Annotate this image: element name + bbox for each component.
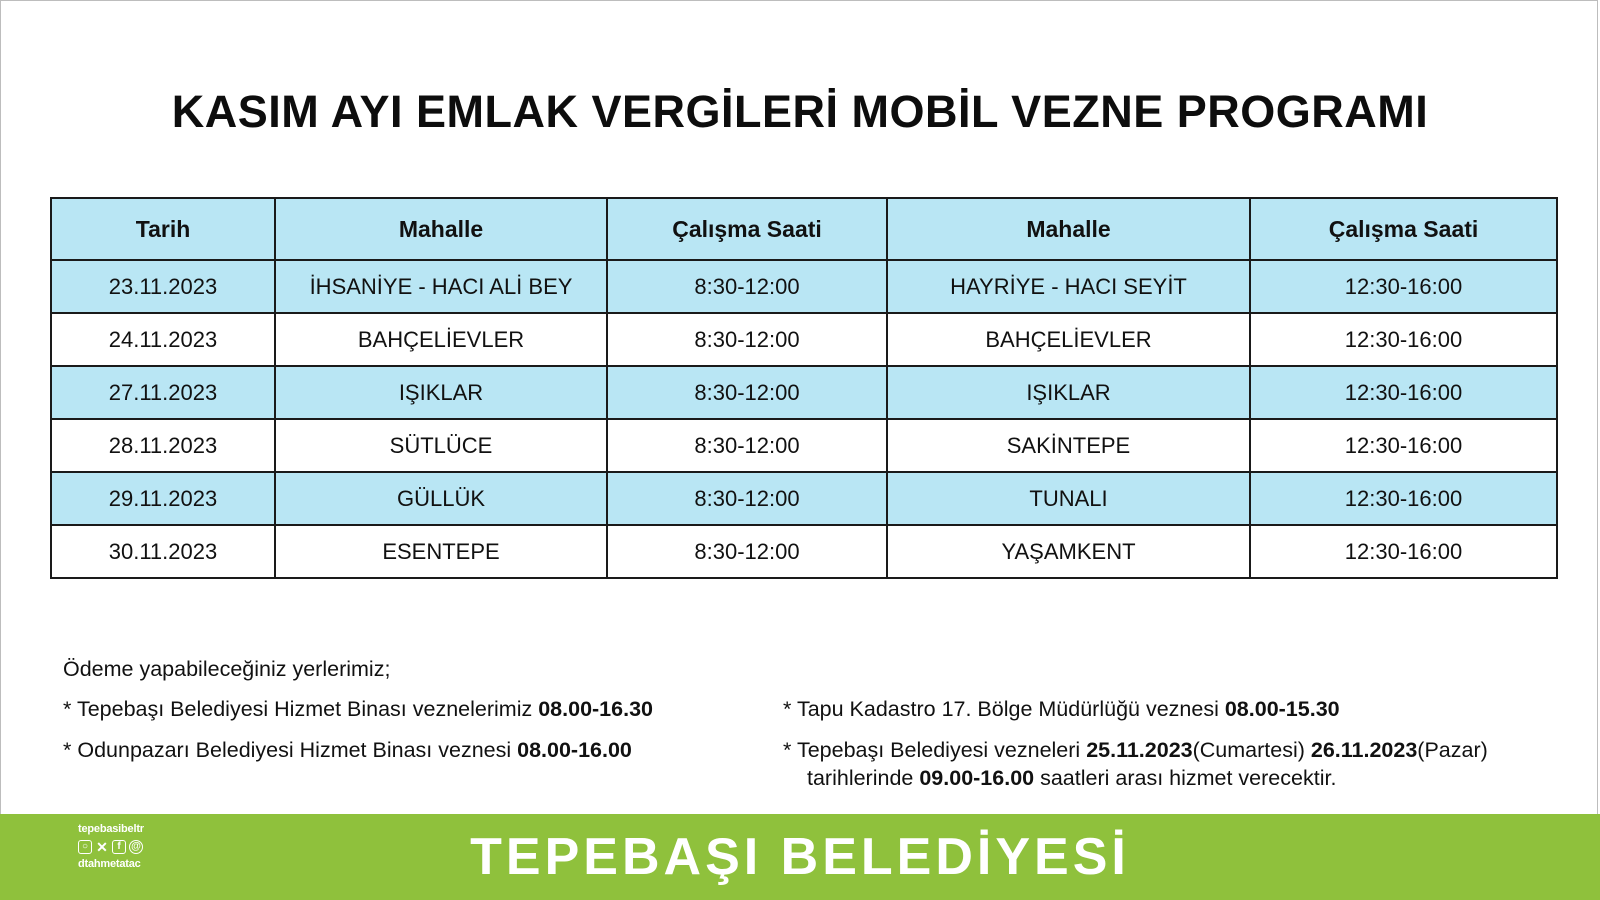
table-row xyxy=(51,472,1557,525)
cell-date: 27.11.2023 xyxy=(51,366,275,419)
cell-neighborhood-morning: ESENTEPE xyxy=(275,525,607,578)
instagram-icon[interactable]: ○ xyxy=(78,840,92,854)
note-continuation xyxy=(783,764,1563,792)
cell-neighborhood-morning: BAHÇELİEVLER xyxy=(275,313,607,366)
weekend-hours: 09.00-16.00 xyxy=(919,766,1035,790)
table-row xyxy=(51,313,1557,366)
sunday-date: 26.11.2023 xyxy=(1310,738,1418,762)
payment-location-odunpazari xyxy=(63,736,632,764)
cell-hours-afternoon: 12:30-16:00 xyxy=(1250,313,1557,366)
social-handle-top: tepebasibeltr xyxy=(78,823,144,835)
cell-hours-afternoon: 12:30-16:00 xyxy=(1250,472,1557,525)
header-hours-morning: Çalışma Saati xyxy=(607,198,887,260)
cell-hours-morning: 8:30-12:00 xyxy=(607,419,887,472)
bullet: * xyxy=(783,738,797,762)
cell-hours-morning: 8:30-12:00 xyxy=(607,525,887,578)
cell-hours-morning: 8:30-12:00 xyxy=(607,260,887,313)
cell-neighborhood-afternoon: IŞIKLAR xyxy=(887,366,1250,419)
weekend-service-note xyxy=(783,736,1563,792)
cell-date: 24.11.2023 xyxy=(51,313,275,366)
location-hours: 08.00-16.00 xyxy=(517,738,632,762)
cell-neighborhood-afternoon: SAKİNTEPE xyxy=(887,419,1250,472)
location-text: Tepebaşı Belediyesi Hizmet Binası veznelerimiz xyxy=(76,697,539,721)
saturday-date: 25.11.2023 xyxy=(1086,738,1193,762)
page-title: KASIM AYI EMLAK VERGİLERİ MOBİL VEZNE PROGRAMI xyxy=(171,86,1429,137)
bullet: * xyxy=(63,697,77,721)
cell-hours-morning: 8:30-12:00 xyxy=(607,472,887,525)
cell-neighborhood-afternoon: YAŞAMKENT xyxy=(887,525,1250,578)
cell-neighborhood-afternoon: TUNALI xyxy=(887,472,1250,525)
social-handle-bottom: dtahmetatac xyxy=(78,858,141,870)
header-neighborhood-morning: Mahalle xyxy=(275,198,607,260)
schedule-table xyxy=(50,197,1558,579)
payment-location-tapu-kadastro xyxy=(783,695,1340,723)
cell-neighborhood-morning: IŞIKLAR xyxy=(275,366,607,419)
cell-neighborhood-morning: GÜLLÜK xyxy=(275,472,607,525)
cell-hours-afternoon: 12:30-16:00 xyxy=(1250,366,1557,419)
header-hours-afternoon: Çalışma Saati xyxy=(1250,198,1557,260)
sunday-label: (Pazar) xyxy=(1417,738,1488,762)
location-text: Tapu Kadastro 17. Bölge Müdürlüğü veznesi xyxy=(796,697,1225,721)
header-date: Tarih xyxy=(51,198,275,260)
payment-location-tepebasi xyxy=(63,695,653,723)
saturday-label: (Cumartesi) xyxy=(1192,738,1311,762)
cell-neighborhood-morning: İHSANİYE - HACI ALİ BEY xyxy=(275,260,607,313)
cell-neighborhood-afternoon: BAHÇELİEVLER xyxy=(887,313,1250,366)
table-row xyxy=(51,419,1557,472)
bullet: * xyxy=(783,697,797,721)
header-neighborhood-afternoon: Mahalle xyxy=(887,198,1250,260)
note-text: Tepebaşı Belediyesi vezneleri xyxy=(796,738,1087,762)
cell-hours-afternoon: 12:30-16:00 xyxy=(1250,260,1557,313)
table-row xyxy=(51,525,1557,578)
cell-date: 30.11.2023 xyxy=(51,525,275,578)
x-icon[interactable]: ✕ xyxy=(96,839,108,855)
cell-neighborhood-morning: SÜTLÜCE xyxy=(275,419,607,472)
location-text: Odunpazarı Belediyesi Hizmet Binası veznesi xyxy=(77,738,518,762)
cell-neighborhood-afternoon: HAYRİYE - HACI SEYİT xyxy=(887,260,1250,313)
cell-date: 29.11.2023 xyxy=(51,472,275,525)
threads-icon[interactable]: @ xyxy=(129,840,143,854)
cell-hours-afternoon: 12:30-16:00 xyxy=(1250,525,1557,578)
cell-date: 23.11.2023 xyxy=(51,260,275,313)
cell-hours-morning: 8:30-12:00 xyxy=(607,366,887,419)
facebook-icon[interactable]: f xyxy=(112,840,126,854)
payment-locations-heading: Ödeme yapabileceğiniz yerlerimiz; xyxy=(63,657,391,681)
footer-bar xyxy=(0,814,1600,900)
municipality-brand: TEPEBAŞI BELEDİYESİ xyxy=(470,828,1130,886)
cell-hours-morning: 8:30-12:00 xyxy=(607,313,887,366)
note-text-2: tarihlerinde xyxy=(807,766,920,790)
note-text-3: saatleri arası hizmet verecektir. xyxy=(1034,766,1337,790)
location-hours: 08.00-16.30 xyxy=(538,697,653,721)
cell-hours-afternoon: 12:30-16:00 xyxy=(1250,419,1557,472)
location-hours: 08.00-15.30 xyxy=(1224,697,1340,721)
bullet: * xyxy=(63,738,78,762)
table-row xyxy=(51,366,1557,419)
table-row xyxy=(51,260,1557,313)
cell-date: 28.11.2023 xyxy=(51,419,275,472)
table-header-row xyxy=(51,198,1557,260)
